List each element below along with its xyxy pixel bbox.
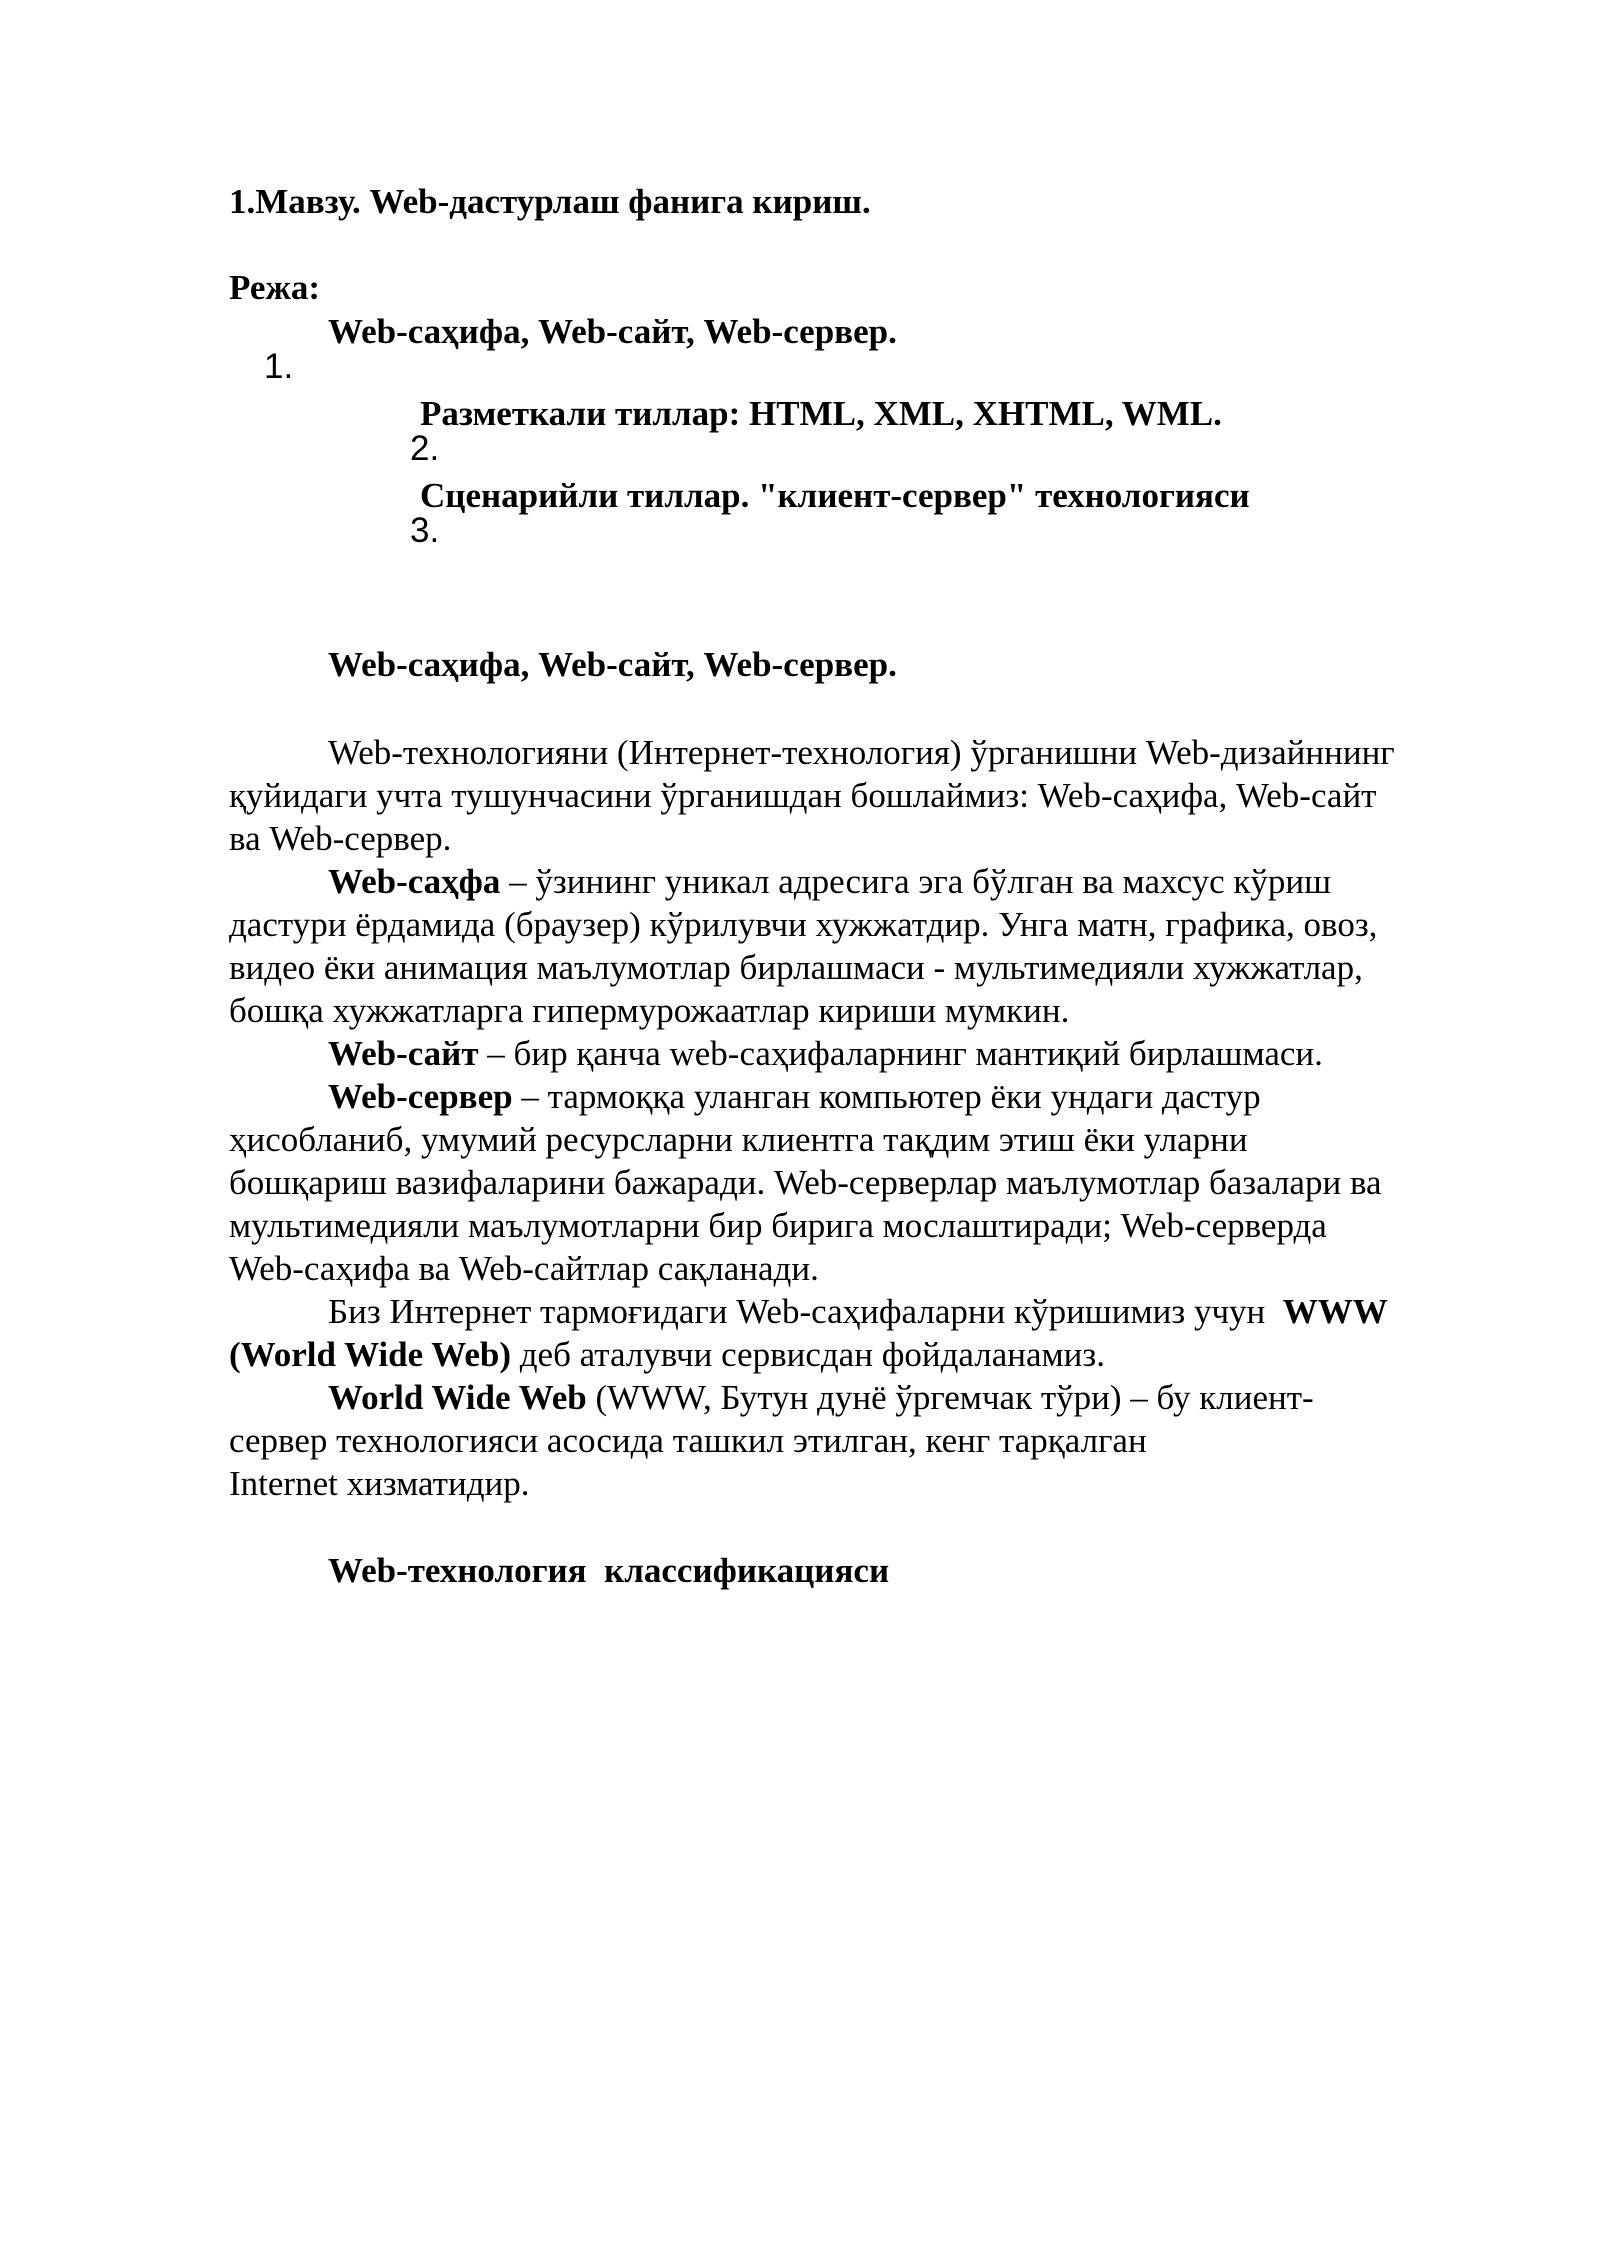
definition-web-site — [328, 1036, 1323, 1071]
body-line: ҳисобланиб, умумий ресурсларни клиентга тақдим этиш ёки уларни — [229, 1120, 1248, 1159]
plan-item-number: 2. — [410, 429, 440, 468]
definition-web-server — [328, 1079, 1261, 1114]
body-text: Биз Интернет тармоғидаги Web-саҳифаларни кўришимиз учун — [328, 1292, 1283, 1331]
section-heading: Web-саҳифа, Web-сайт, Web-сервер. — [328, 645, 897, 684]
plan-item-3-text: Сценарийли тиллар. "клиент-сервер" технологияси — [420, 476, 1250, 515]
plan-item-number: 1. — [264, 347, 294, 386]
document-title: 1.Мавзу. Web-дастурлаш фанига кириш. — [229, 182, 871, 221]
section-heading-classification: Web-технология классификацияси — [328, 1551, 890, 1590]
body-text: деб аталувчи сервисдан фойдаланамиз. — [511, 1335, 1105, 1374]
term: World Wide Web — [328, 1378, 587, 1417]
body-line: қуйидаги учта тушунчасини ўрганишдан бошлаймиз: Web-саҳифа, Web-сайт — [229, 776, 1377, 815]
term: Web-саҳфа — [328, 862, 501, 901]
definition-text: – бир қанча web-саҳифаларнинг мантиқий бирлашмаси. — [478, 1034, 1323, 1073]
body-line: видео ёки анимация маълумотлар бирлашмаси - мультимедияли хужжатлар, — [229, 948, 1363, 987]
body-line: Web-саҳифа ва Web-сайтлар сақланади. — [229, 1249, 819, 1288]
plan-item-1-text: Web-саҳифа, Web-сайт, Web-сервер. — [328, 312, 897, 351]
definition-text: – тармоққа уланган компьютер ёки ундаги дастур — [512, 1077, 1261, 1116]
body-line-www — [328, 1294, 1388, 1329]
definition-web-page — [328, 864, 1331, 899]
term: Web-сервер — [328, 1077, 513, 1116]
body-line: мультимедияли маълумотларни бир бирига мослаштиради; Web-серверда — [229, 1206, 1327, 1245]
definition-text: (WWW, Бутун дунё ўргемчак тўри) – бу клиент- — [586, 1378, 1314, 1417]
term: (World Wide Web) — [229, 1335, 511, 1374]
body-line: бошқа хужжатларга гипермурожаатлар кириши мумкин. — [229, 991, 1070, 1030]
body-line: ва Web-сервер. — [229, 819, 452, 858]
body-line: сервер технологияси асосида ташкил этилган, кенг тарқалган — [229, 1421, 1147, 1460]
plan-item-number: 3. — [410, 511, 440, 550]
body-line: Internet хизматидир. — [229, 1464, 530, 1503]
definition-text: – ўзининг уникал адресига эга бўлган ва махсус кўриш — [500, 862, 1332, 901]
body-line: бошқариш вазифаларини бажаради. Web-серверлар маълумотлар базалари ва — [229, 1163, 1382, 1202]
plan-item-2-text: Разметкали тиллар: HTML, XML, XHTML, WML. — [420, 394, 1222, 433]
definition-www — [328, 1380, 1314, 1415]
term: WWW — [1282, 1292, 1388, 1331]
body-line: дастури ёрдамида (браузер) кўрилувчи хужжатдир. Унга матн, графика, овоз, — [229, 905, 1378, 944]
term: Web-сайт — [328, 1034, 479, 1073]
plan-item-1 — [229, 314, 293, 419]
plan-heading: Режа: — [229, 268, 320, 307]
body-line: Web-технологияни (Интернет-технология) ўрганишни Web-дизайннинг — [328, 733, 1395, 772]
body-line — [229, 1337, 1105, 1372]
